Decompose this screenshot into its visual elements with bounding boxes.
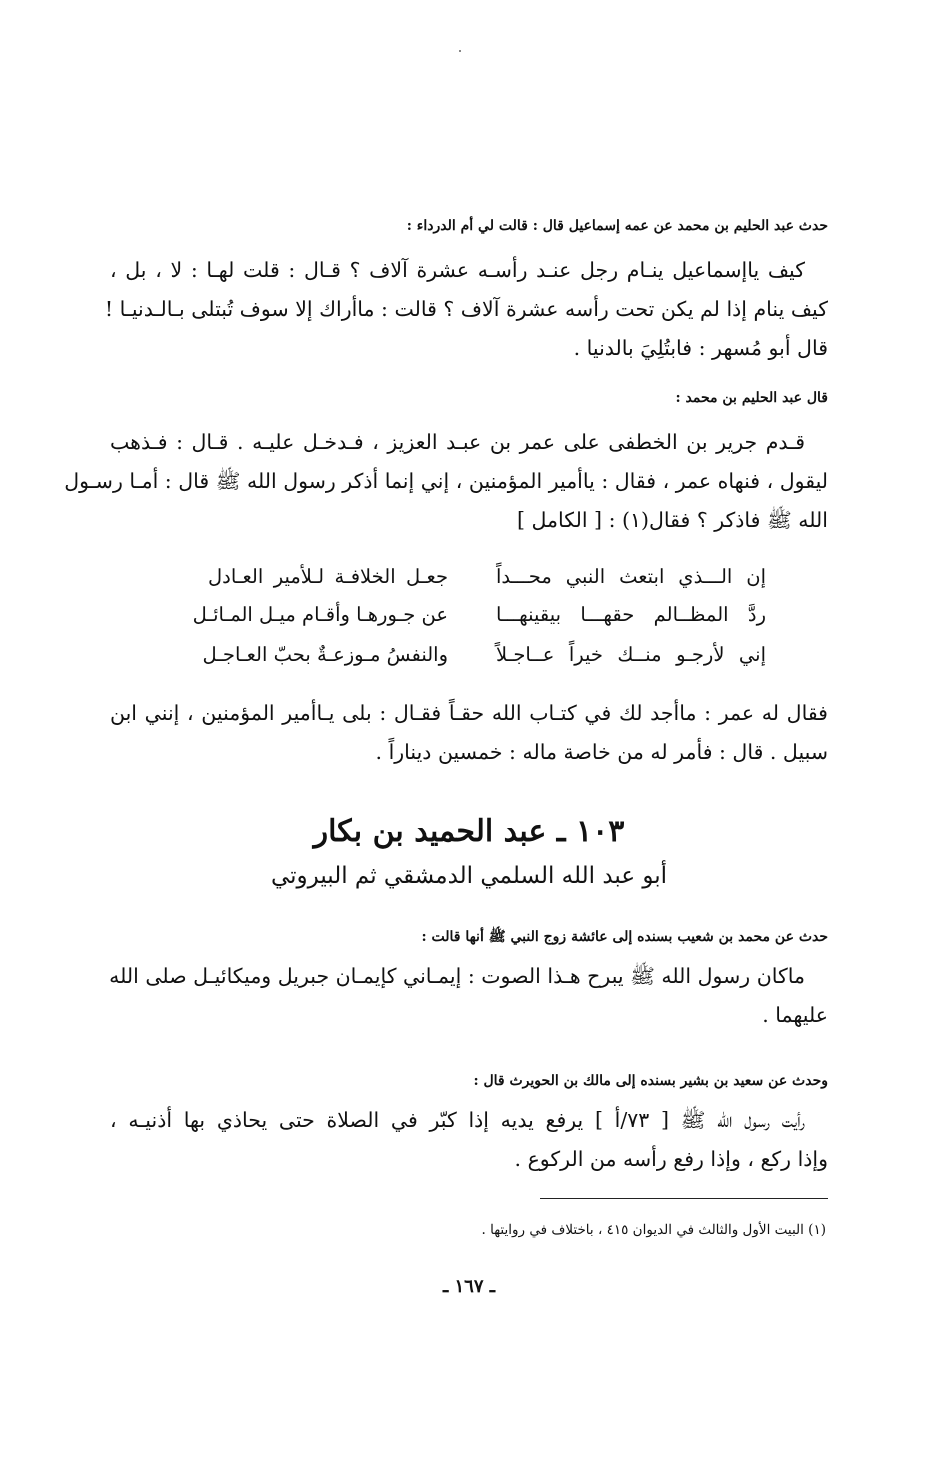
entry-subtitle: أبو عبد الله السلمي الدمشقي ثم البيروتي — [270, 863, 668, 889]
section-1-line-1: كيف ياإسماعيل ينـام رجل عنـد رأسـه عشرة آلاف ؟ قـال : قلت لهـا : لا ، بل ، — [110, 258, 805, 282]
section-2-line-2: ليقول ، فنهاه عمر ، فقال : ياأمير المؤمنين ، إني إنما أذكر رسول الله ﷺ قال : أمـا رسـول — [64, 469, 828, 493]
entry-section-2-line-2: وإذا ركع ، وإذا رفع رأسه من الركوع . — [514, 1147, 828, 1171]
section-1-intro: حدث عبد الحليم بن محمد عن عمه إسماعيل قال : قالت لي أم الدرداء : — [406, 218, 828, 234]
entry-section-1-intro: حدث عن محمد بن شعيب بسنده إلى عائشة زوج النبي ﷺ أنها قالت : — [421, 929, 828, 945]
section-2-intro: قال عبد الحليم بن محمد : — [675, 390, 828, 406]
verse-2-first-hemistich: ردَّ المظــالم حقهـــا بيقينهـــا — [496, 603, 766, 626]
verse-3-first-hemistich: إني لأرجـو منــك خيراً عــاجـلاً — [496, 643, 766, 666]
section-1-line-3: قال أبو مُسهر : فابتُلِيَ بالدنيا . — [573, 336, 828, 360]
footnote-separator — [540, 1198, 828, 1199]
verse-1-second-hemistich: جعـل الخلافـة لـلأمير العـادل — [208, 565, 448, 588]
after-poem-line-1: فقال له عمر : ماأجد لك في كتـاب الله حقـاً فقـال : بلى يـاأمير المؤمنين ، إنني ابن — [110, 701, 828, 725]
page-number: ـ ١٦٧ ـ — [442, 1276, 496, 1297]
after-poem-line-2: سبيل . قال : فأمر له من خاصة ماله : خمسين ديناراً . — [375, 740, 828, 764]
entry-section-2-line-1: رأيت رسول الله ﷺ [ ٧٣/أ ] يرفع يديه إذا كبّر في الصلاة حتى يحاذي بها أذنيـه ، — [110, 1108, 806, 1132]
section-2-line-3: الله ﷺ فاذكر ؟ فقال(١) : [ الكامل ] — [517, 508, 828, 532]
entry-section-1-line-2: عليهما . — [762, 1003, 828, 1027]
entry-section-2-intro: وحدث عن سعيد بن بشير بسنده إلى مالك بن الحويرث قال : — [473, 1073, 828, 1089]
entry-title: ١٠٣ ـ عبد الحميد بن بكار — [313, 814, 625, 849]
section-1-line-2: كيف ينام إذا لم يكن تحت رأسه عشرة آلاف ؟ قالت : ماأراك إلا سوف تُبتلى بـالـدنيـا ! — [104, 297, 828, 321]
verse-3-second-hemistich: والنفسُ مـوزعـةٌ بحبّ العـاجـل — [202, 643, 448, 666]
section-2-line-1: قـدم جرير بن الخطفى على عمر بن عبـد العزيز ، فـدخـل عليـه . قـال : فـذهب — [110, 430, 805, 454]
entry-section-1-line-1: ماكان رسول الله ﷺ يبرح هـذا الصوت : إيمـاني كإيمـان جبريل وميكائيـل صلى الله — [109, 964, 805, 988]
scan-speck — [459, 50, 461, 52]
verse-1-first-hemistich: إن الـــذي ابتعث النبي محـــداً — [496, 565, 766, 588]
verse-2-second-hemistich: عن جـورهـا وأقـام ميـل المـائـل — [192, 603, 448, 626]
footnote: (١) البيت الأول والثالث في الديوان ٤١٥ ، باختلاف في روايتها . — [481, 1222, 826, 1238]
